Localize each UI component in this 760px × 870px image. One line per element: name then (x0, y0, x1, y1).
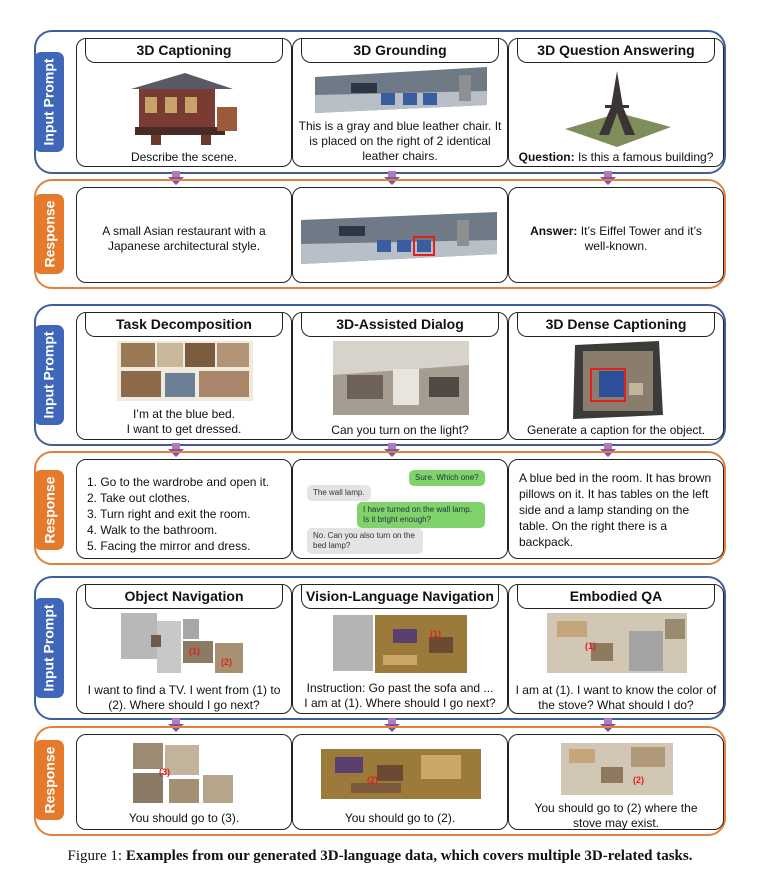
list-item: 2. Take out clothes. (87, 491, 191, 505)
response-text: You should go to (2) where the stove may exist. (534, 801, 698, 830)
prompt-text: I want to find a TV. I went from (1) to (2). Where should I go next? (87, 683, 281, 712)
restaurant-render (121, 67, 249, 149)
card-title: 3D-Assisted Dialog (301, 312, 499, 337)
house-scan (561, 741, 673, 797)
row3-response-label: Response (34, 740, 64, 820)
house-scan (121, 611, 249, 677)
room-scan (311, 65, 491, 117)
house-scan (333, 611, 469, 675)
row2-input-prompt-label: Input Prompt (34, 325, 64, 425)
card-embodied-qa (508, 584, 724, 714)
list-item: 1. Go to the wardrobe and open it. (87, 475, 270, 489)
answer-body: It’s Eiffel Tower and it’s well-known. (577, 224, 702, 253)
card-object-navigation-response (76, 734, 292, 830)
response-text: A small Asian restaurant with a Japanese architectural style. (102, 224, 266, 253)
question-label: Question: (518, 150, 575, 164)
card-3d-grounding (292, 38, 508, 167)
card-vision-language-navigation-response (292, 734, 508, 830)
row3-input-prompt-label: Input Prompt (34, 598, 64, 698)
card-3d-captioning (76, 38, 292, 167)
house-scan (321, 745, 481, 803)
answer-text (523, 224, 709, 254)
row1-response-label: Response (34, 194, 64, 274)
figure-caption (0, 848, 760, 865)
location-marker: (1) (189, 646, 200, 656)
response-text: You should go to (2). (344, 811, 456, 825)
prompt-text: Can you turn on the light? (331, 423, 469, 437)
row1-input-prompt-label: Input Prompt (34, 52, 64, 152)
card-title: Object Navigation (85, 584, 283, 609)
card-title: 3D Captioning (85, 38, 283, 63)
card-3d-assisted-dialog-response (292, 459, 508, 559)
card-task-decomposition (76, 312, 292, 440)
card-title: 3D Grounding (301, 38, 499, 63)
card-embodied-qa-response (508, 734, 724, 830)
row2-response-label: Response (34, 470, 64, 550)
location-marker: (3) (159, 767, 170, 777)
chat-bubble-bot: I have turned on the wall lamp. Is it bright enough? (357, 502, 485, 528)
card-title: 3D Dense Captioning (517, 312, 715, 337)
location-marker: (2) (367, 775, 378, 785)
prompt-line-2: I want to get dressed. (126, 422, 242, 436)
prompt-text: Generate a caption for the object. (526, 423, 706, 437)
card-3d-captioning-response (76, 187, 292, 283)
figure-label: Figure 1: (67, 848, 126, 864)
card-task-decomposition-response (76, 459, 292, 559)
steps-list (87, 474, 281, 554)
bedroom-scan (569, 339, 665, 421)
house-scan (547, 611, 687, 675)
card-vision-language-navigation (292, 584, 508, 714)
floorplan-render (117, 339, 253, 401)
card-title: Embodied QA (517, 584, 715, 609)
list-item: 3. Turn right and exit the room. (87, 507, 251, 521)
card-title: 3D Question Answering (517, 38, 715, 63)
list-item: 4. Walk to the bathroom. (87, 523, 218, 537)
card-title: Task Decomposition (85, 312, 283, 337)
chat-bubble-user: The wall lamp. (307, 485, 371, 501)
answer-label: Answer: (530, 224, 578, 238)
prompt-text: This is a gray and blue leather chair. It is placed on the right of 2 identical leather chairs. (298, 119, 502, 163)
question-body: Is this a famous building? (574, 150, 714, 164)
question-text (513, 150, 719, 165)
response-text: You should go to (3). (128, 811, 240, 825)
card-title: Vision-Language Navigation (301, 584, 499, 609)
room-scan-grounded (299, 210, 499, 266)
prompt-line-1: Instruction: Go past the sofa and ... (306, 681, 494, 695)
card-3d-assisted-dialog (292, 312, 508, 440)
eiffel-tower-model (559, 67, 675, 151)
response-text: A blue bed in the room. It has brown pillows on it. It has tables on the left side and a lamp standing on the table. On the right there is a backpack. (519, 471, 712, 549)
card-3d-question-answering (508, 38, 724, 167)
prompt-line-1: I’m at the blue bed. (132, 407, 236, 421)
chat-bubble-bot: Sure. Which one? (409, 470, 485, 486)
location-marker: (1) (430, 629, 441, 639)
prompt-text: Describe the scene. (130, 150, 238, 164)
chat-bubble-user: No. Can you also turn on the bed lamp? (307, 528, 423, 554)
card-3d-question-answering-response (508, 187, 724, 283)
list-item: 5. Facing the mirror and dress. (87, 539, 251, 553)
location-marker: (2) (221, 657, 232, 667)
card-object-navigation (76, 584, 292, 714)
room-render (333, 341, 469, 415)
location-marker: (2) (633, 775, 644, 785)
location-marker: (1) (585, 641, 596, 651)
figure-caption-text: Examples from our generated 3D-language data, which covers multiple 3D-related tasks. (125, 848, 693, 864)
card-3d-grounding-response (292, 187, 508, 283)
prompt-text: I am at (1). I want to know the color of the stove? What should I do? (515, 683, 717, 712)
house-scan (129, 739, 241, 807)
card-3d-dense-captioning-response (508, 459, 724, 559)
prompt-line-2: I am at (1). Where should I go next? (304, 696, 496, 710)
card-3d-dense-captioning (508, 312, 724, 440)
